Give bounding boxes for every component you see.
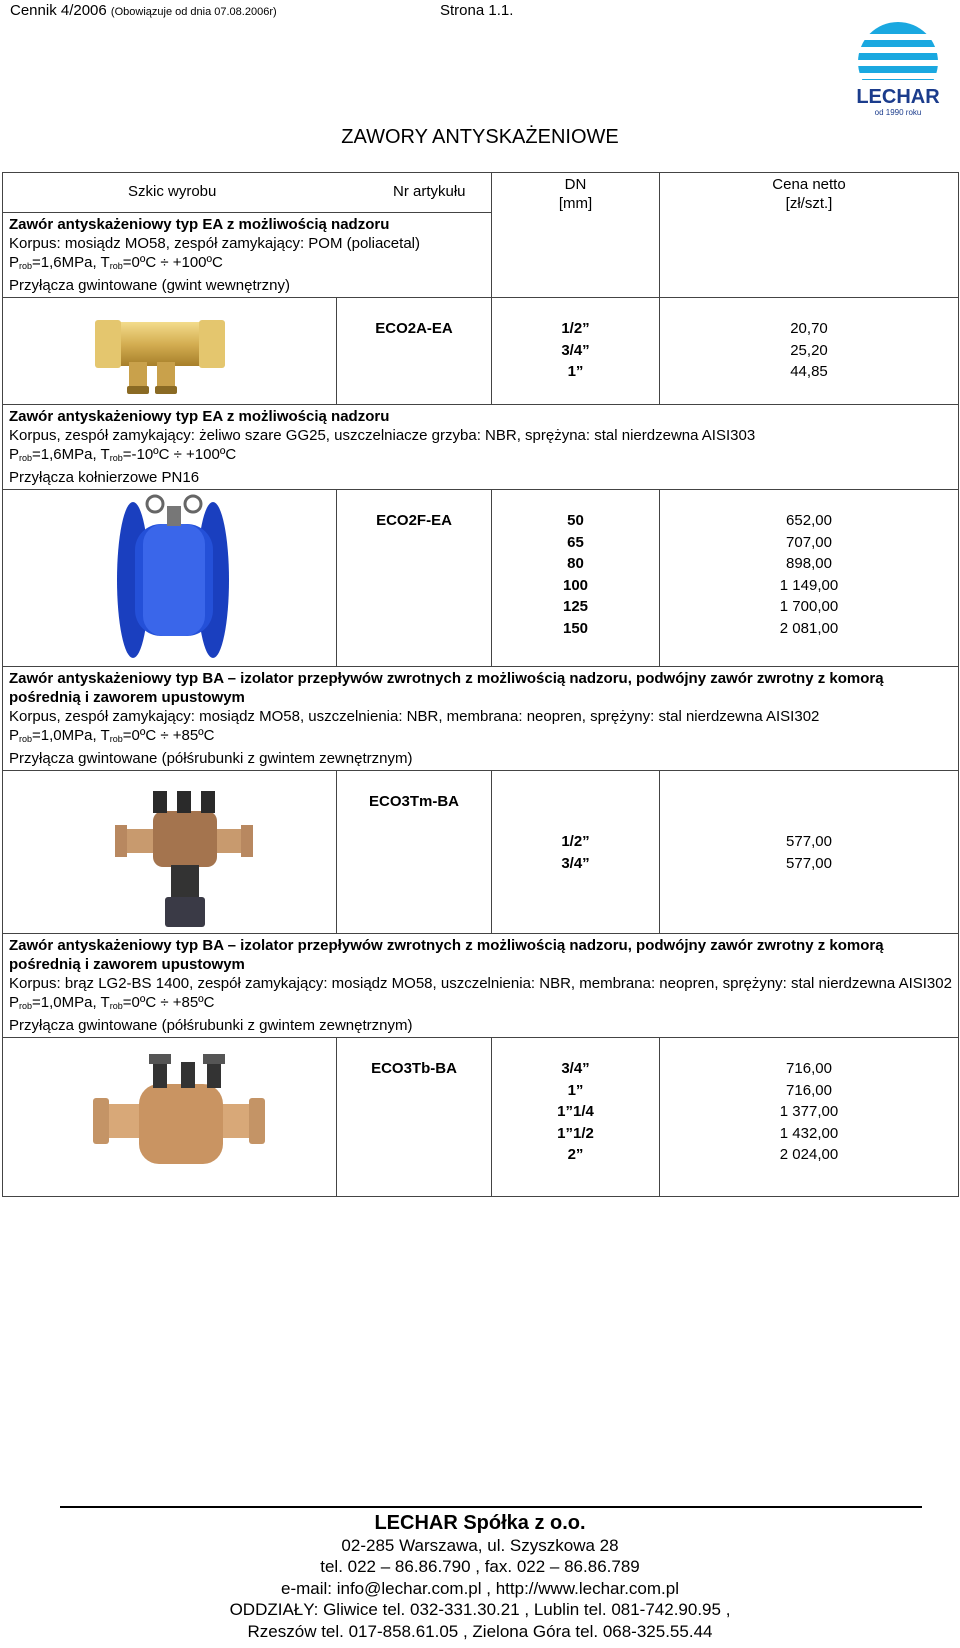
dn-values: 3/4” 1” 1”1/4 1”1/2 2” (492, 1038, 660, 1197)
page-header (10, 2, 514, 19)
svg-text:od 1990 roku: od 1990 roku (874, 108, 922, 117)
price-values: 652,00 707,00 898,00 1 149,00 1 700,00 2 081,00 (660, 490, 959, 667)
dn-values: 50 65 80 100 125 150 (492, 490, 660, 667)
article-header: Nr artykułu (393, 183, 466, 200)
dn-header: DN [mm] (492, 173, 660, 298)
dn-values: 1/2” 3/4” (492, 771, 660, 934)
company-address: 02-285 Warszawa, ul. Szyszkowa 28 (341, 1535, 619, 1555)
lechar-logo (848, 22, 948, 122)
company-phone: tel. 022 – 86.86.790 , fax. 022 – 86.86.789 (320, 1557, 640, 1576)
document-title: ZAWORY ANTYSKAŻENIOWE (341, 126, 619, 148)
svg-text:LECHAR: LECHAR (856, 86, 940, 108)
product-image-eco3tm (3, 771, 337, 934)
footer (0, 1513, 960, 1642)
flanged-valve-image (3, 490, 337, 662)
table-row (3, 490, 959, 667)
footer-divider (60, 1506, 922, 1508)
sketch-article-header (3, 173, 492, 213)
brass-valve-image (3, 298, 337, 400)
table-row (3, 771, 959, 934)
price-header: Cena netto [zł/szt.] (660, 173, 959, 298)
product-image-eco2f (3, 490, 337, 667)
backflow-preventer-bronze-image (3, 1038, 337, 1192)
validity-date: (Obowiązuje od dnia 07.08.2006r) (110, 6, 277, 18)
section-description: Zawór antyskażeniowy typ EA z możliwością nadzoru Korpus, zespół zamykający: żeliwo szare GG25, uszczelniacze grzyba: NBR, sprężyna: stal nierdzewna AISI303 $P_{rob}=1,6MPa$, $T_{rob}=-10ºC$ ÷ +100ºC Przyłącza kołnierzowe PN16 (3, 405, 959, 490)
price-values: 716,00 716,00 1 377,00 1 432,00 2 024,00 (660, 1038, 959, 1197)
table-row (3, 298, 959, 405)
table-header-row (3, 173, 959, 213)
company-name: LECHAR Spółka z o.o. (374, 1512, 586, 1534)
branches-line-1: ODDZIAŁY: Gliwice tel. 032-331.30.21 , Lublin tel. 081-742.90.95 , (229, 1600, 731, 1619)
article-code: ECO3Tm-BA (337, 771, 492, 934)
sketch-header: Szkic wyrobu (128, 183, 217, 200)
article-code: ECO2F-EA (337, 490, 492, 667)
price-values: 20,70 25,20 44,85 (660, 298, 959, 405)
company-web: e-mail: info@lechar.com.pl , http://www.lechar.com.pl (280, 1578, 680, 1598)
article-code: ECO2A-EA (337, 298, 492, 405)
lechar-logo-icon (848, 22, 948, 122)
price-table (2, 172, 959, 1197)
product-image-eco3tb (3, 1038, 337, 1197)
backflow-preventer-brass-image (3, 771, 337, 929)
branches-line-2: Rzeszów tel. 017-858.61.05 , Zielona Góra tel. 068-325.55.44 (247, 1621, 713, 1641)
price-list-number: Cennik 4/2006 (10, 2, 107, 19)
page-number: Strona 1.1. (440, 2, 514, 19)
dn-values: 1/2” 3/4” 1” (492, 298, 660, 405)
price-values: 577,00 577,00 (660, 771, 959, 934)
product-image-eco2a (3, 298, 337, 405)
article-code: ECO3Tb-BA (337, 1038, 492, 1197)
table-row (3, 1038, 959, 1197)
section-description: Zawór antyskażeniowy typ BA – izolator przepływów zwrotnych z możliwością nadzoru, podwójny zawór zwrotny z komorą pośrednią i zaworem upustowym Korpus: brąz LG2-BS 1400, zespół zamykający: mosiądz MO58, uszczelnienia: NBR, membrana: neopren, sprężyny: stal nierdzewna AISI302 $P_{rob}=1,0MPa$, $T_{rob}=0ºC$ ÷ +85ºC Przyłącza gwintowane (półśrubunki z gwintem zewnętrznym) (3, 934, 959, 1038)
section-description: Zawór antyskażeniowy typ BA – izolator przepływów zwrotnych z możliwością nadzoru, podwójny zawór zwrotny z komorą pośrednią i zaworem upustowym Korpus, zespół zamykający: mosiądz MO58, uszczelnienia: NBR, membrana: neopren, sprężyny: stal nierdzewna AISI302 $P_{rob}=1,0MPa$, $T_{rob}=0ºC$ ÷ +85ºC Przyłącza gwintowane (półśrubunki z gwintem zewnętrznym) (3, 667, 959, 771)
section-description: Zawór antyskażeniowy typ EA z możliwością nadzoru Korpus: mosiądz MO58, zespół zamykający: POM (poliacetal) $P_{rob}=1,6MPa$, $T_{rob}=0ºC$ ÷ +100ºC Przyłącza gwintowane (gwint wewnętrzny) (3, 213, 959, 298)
